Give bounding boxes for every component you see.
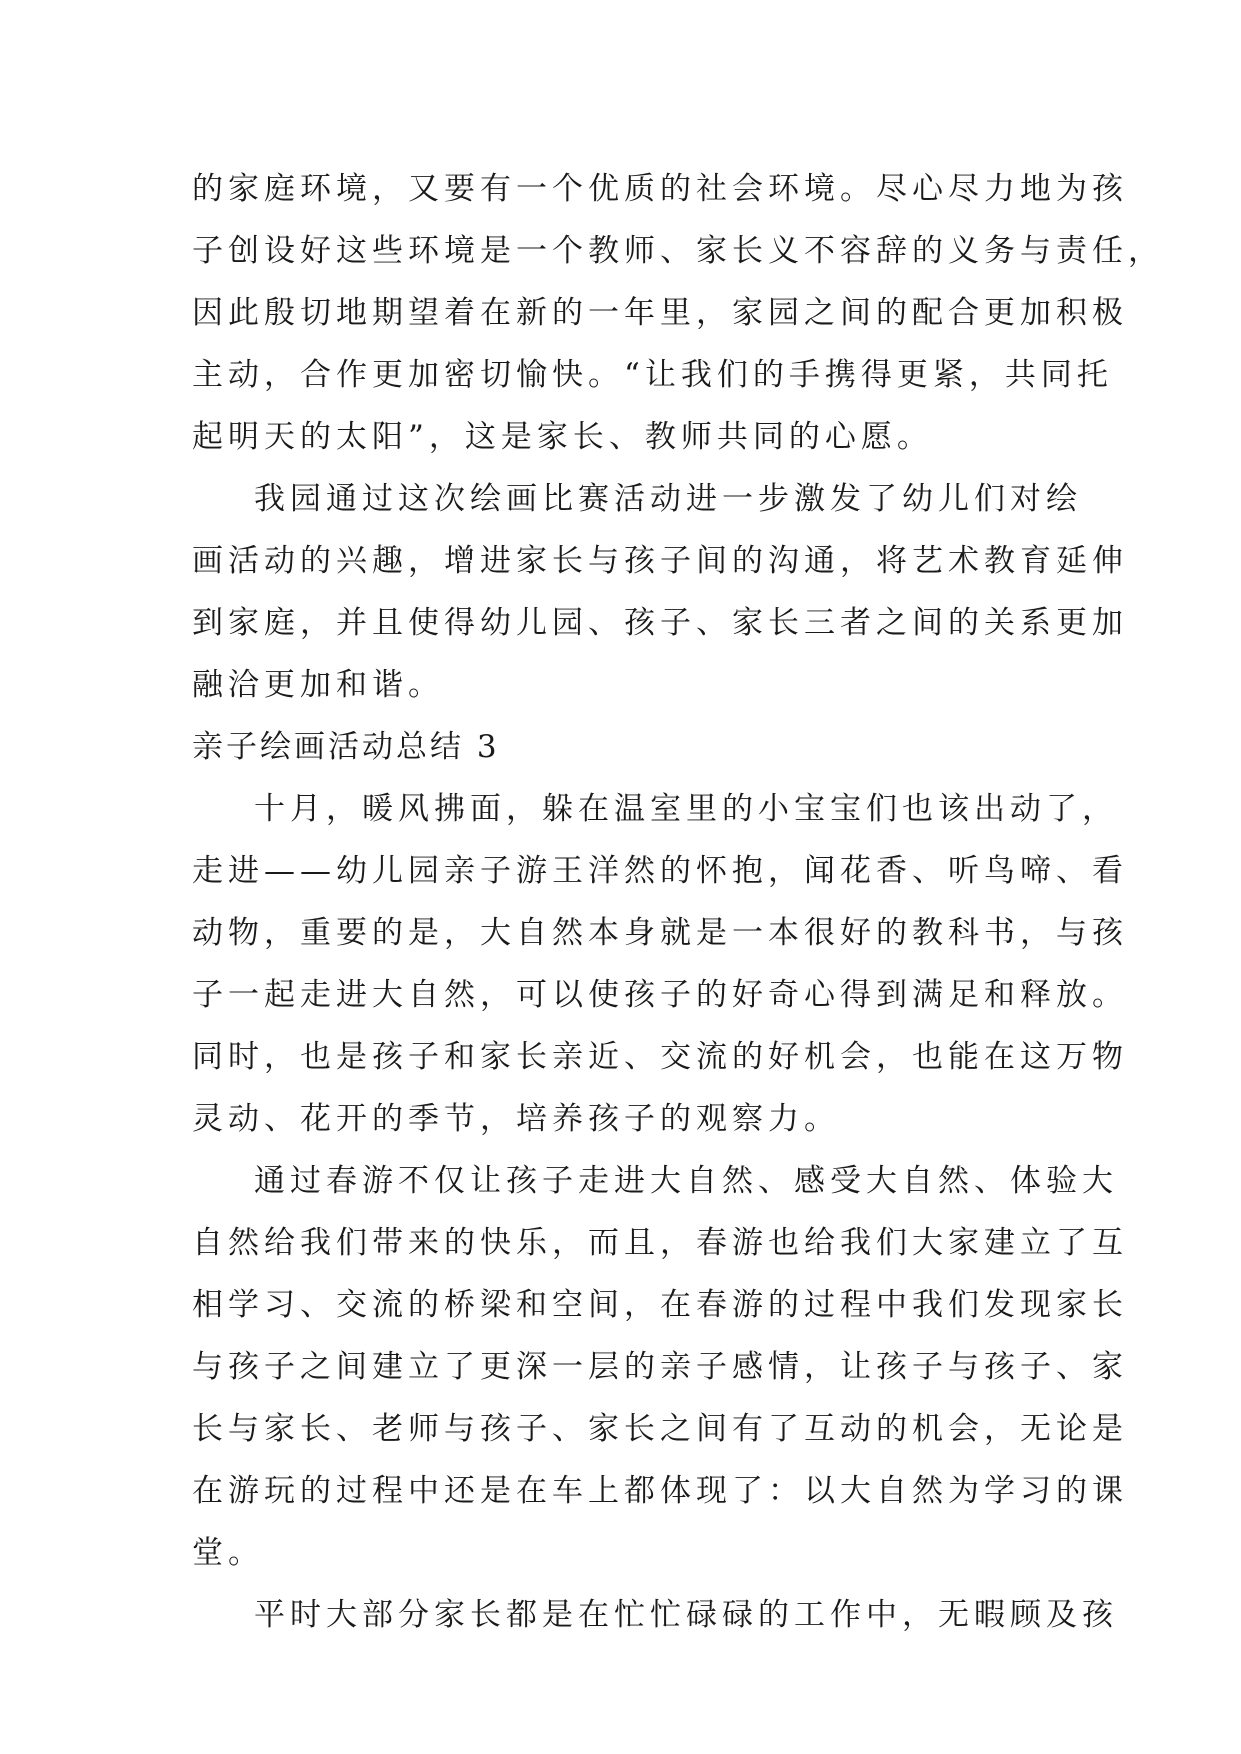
- text-line: 的家庭环境，又要有一个优质的社会环境。尽心尽力地为孩: [192, 171, 1128, 207]
- text-line: 长与家长、老师与孩子、家长之间有了互动的机会，无论是: [192, 1411, 1128, 1447]
- paragraph-drawing-contest: [192, 468, 1128, 716]
- text-line: 同时，也是孩子和家长亲近、交流的好机会，也能在这万物: [192, 1039, 1128, 1075]
- text-line: 动物，重要的是，大自然本身就是一本很好的教科书，与孩: [192, 915, 1128, 951]
- text-line: 融洽更加和谐。: [192, 667, 444, 703]
- paragraph-spring-outing: [192, 1150, 1128, 1584]
- paragraph-family-environment: [192, 158, 1164, 468]
- text-line: 起明天的太阳”，这是家长、教师共同的心愿。: [192, 419, 933, 455]
- text-line: 十月，暖风拂面，躲在温室里的小宝宝们也该出动了，: [254, 791, 1118, 827]
- text-line: 相学习、交流的桥梁和空间，在春游的过程中我们发现家长: [192, 1287, 1128, 1323]
- text-line: 与孩子之间建立了更深一层的亲子感情，让孩子与孩子、家: [192, 1349, 1128, 1385]
- text-line: 走进——幼儿园亲子游王洋然的怀抱，闻花香、听鸟啼、看: [192, 853, 1128, 889]
- text-line: 平时大部分家长都是在忙忙碌碌的工作中，无暇顾及孩: [254, 1597, 1118, 1633]
- section-heading: 亲子绘画活动总结 3: [192, 729, 500, 765]
- text-line: 因此殷切地期望着在新的一年里，家园之间的配合更加积极: [192, 295, 1128, 331]
- text-line: 在游玩的过程中还是在车上都体现了：以大自然为学习的课: [192, 1473, 1128, 1509]
- text-line: 到家庭，并且使得幼儿园、孩子、家长三者之间的关系更加: [192, 605, 1128, 641]
- document-body: [192, 158, 1164, 1646]
- text-line: 堂。: [192, 1535, 264, 1571]
- text-line: 子创设好这些环境是一个教师、家长义不容辞的义务与责任，: [192, 233, 1164, 269]
- text-line: 通过春游不仅让孩子走进大自然、感受大自然、体验大: [254, 1163, 1118, 1199]
- text-line: 自然给我们带来的快乐，而且，春游也给我们大家建立了互: [192, 1225, 1128, 1261]
- text-line: 画活动的兴趣，增进家长与孩子间的沟通，将艺术教育延伸: [192, 543, 1128, 579]
- text-line: 灵动、花开的季节，培养孩子的观察力。: [192, 1101, 840, 1137]
- text-line: 主动，合作更加密切愉快。“让我们的手携得更紧，共同托: [192, 357, 1113, 393]
- paragraph-october-outing: [192, 778, 1128, 1150]
- text-line: 子一起走进大自然，可以使孩子的好奇心得到满足和释放。: [192, 977, 1128, 1013]
- paragraph-busy-parents: [192, 1584, 1118, 1646]
- text-line: 我园通过这次绘画比赛活动进一步激发了幼儿们对绘: [254, 481, 1082, 517]
